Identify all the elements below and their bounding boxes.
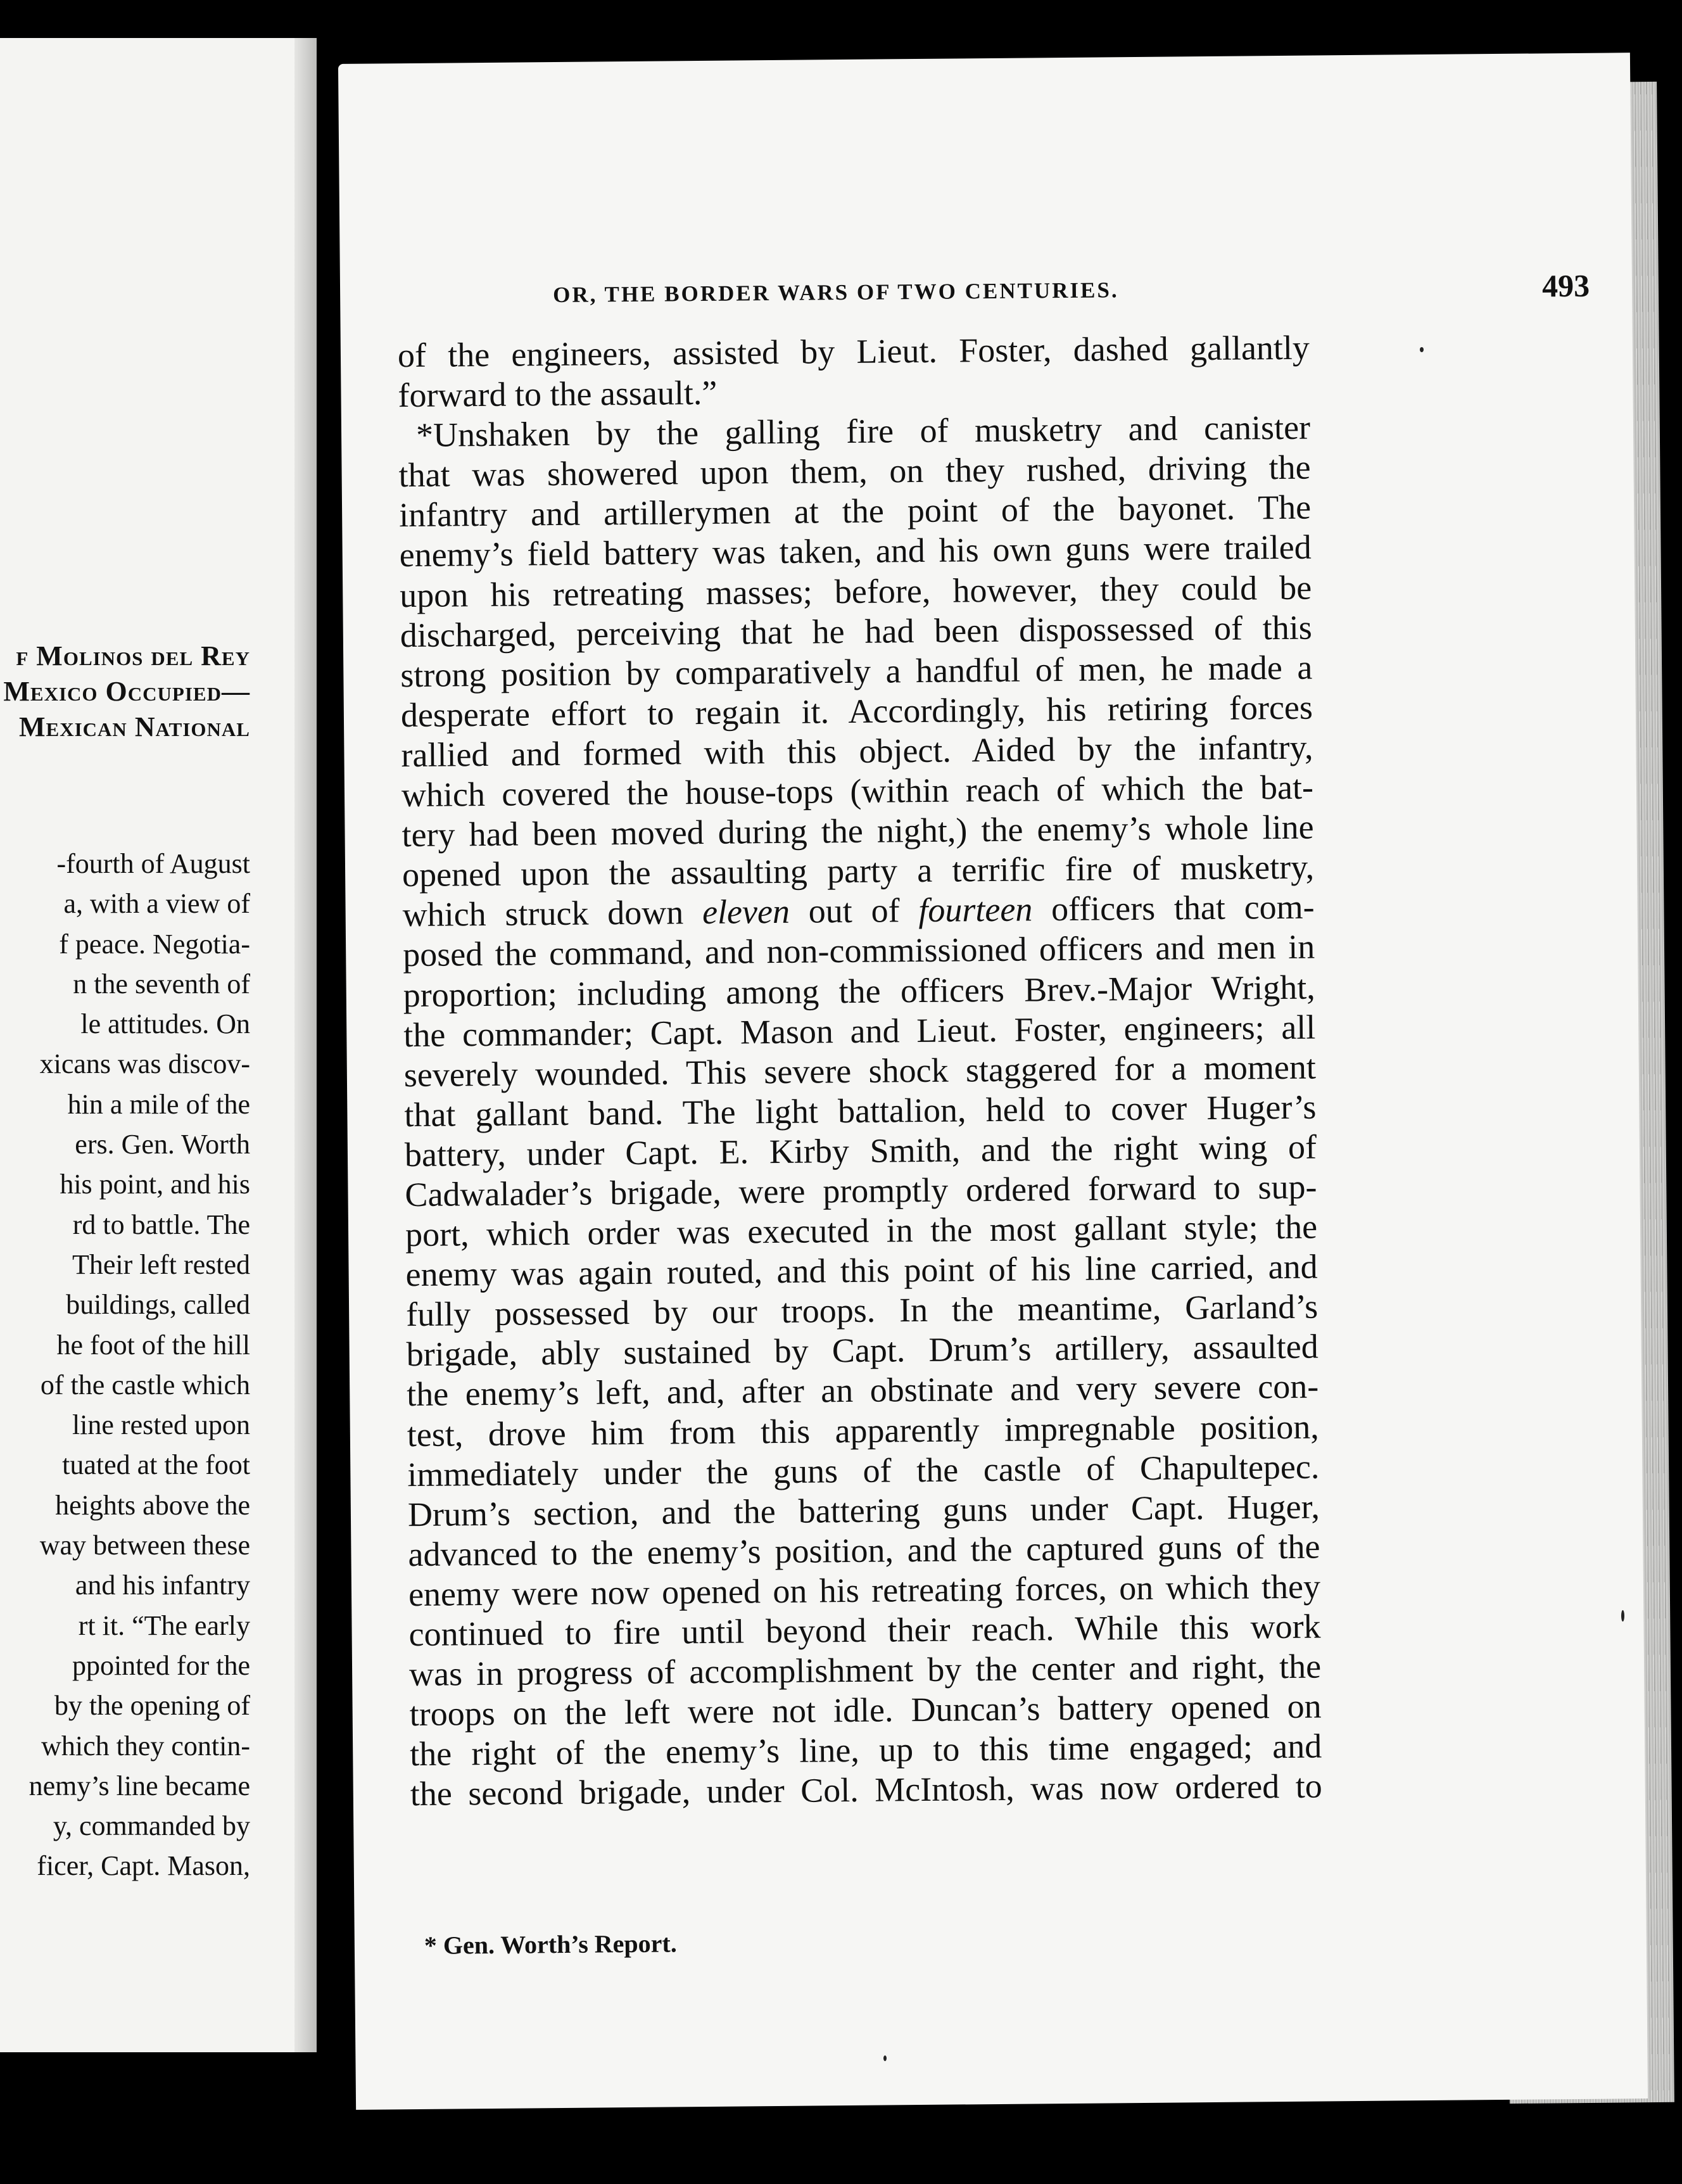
body-line: Cadwalader’s brigade, were promptly ordered forward to sup- — [405, 1167, 1317, 1214]
left-page-chapter-heading — [0, 638, 250, 745]
left-text-line: rt it. “The early — [78, 1609, 250, 1641]
body-line: discharged, perceiving that he had been dispossessed of this — [400, 608, 1313, 654]
body-line: brigade, ably sustained by Capt. Drum’s artillery, assaulted — [406, 1327, 1318, 1374]
body-line: continued to fire until beyond their reach. While this work — [408, 1607, 1321, 1654]
left-text-line: and his infantry — [75, 1570, 250, 1601]
left-text-line: way between these — [39, 1530, 250, 1561]
left-text-line: xicans was discov- — [39, 1048, 250, 1080]
body-line: was in progress of accomplishment by the center and right, the — [408, 1647, 1322, 1694]
left-text-line: his point, and his — [60, 1169, 250, 1200]
body-line: advanced to the enemy’s position, and the captured guns of the — [408, 1527, 1320, 1573]
body-line: tery had been moved during the night,) the enemy’s whole line — [402, 808, 1314, 854]
left-facing-page — [0, 38, 317, 2052]
left-text-line: hin a mile of the — [67, 1088, 250, 1120]
italic-emphasis: fourteen — [918, 890, 1033, 930]
left-text-line: which they contin- — [41, 1730, 250, 1762]
body-line: the enemy’s left, and, after an obstinate and very severe con- — [407, 1367, 1319, 1414]
left-text-line: a, with a view of — [63, 888, 250, 920]
running-header: OR, THE BORDER WARS OF TWO CENTURIES. — [552, 277, 1119, 308]
body-line-segment: which struck down — [402, 893, 703, 934]
left-heading-line: Mexico Occupied— — [3, 676, 250, 707]
italic-emphasis: eleven — [702, 892, 790, 932]
left-page-text — [0, 844, 250, 1886]
left-text-line: f peace. Negotia- — [59, 928, 250, 960]
body-line: forward to the assault.” — [398, 373, 718, 415]
left-text-line: -fourth of August — [56, 848, 250, 879]
body-line: immediately under the guns of the castle of Chapultepec. — [407, 1447, 1320, 1494]
page-number: 493 — [1541, 267, 1590, 304]
left-text-line: le attitudes. On — [80, 1008, 250, 1040]
body-line: infantry and artillerymen at the point of the bayonet. The — [398, 488, 1312, 535]
left-text-line: Their left rested — [72, 1248, 250, 1280]
body-line: which covered the house-tops (within reach of which the bat- — [401, 768, 1314, 815]
main-page — [338, 53, 1648, 2110]
left-text-line: ers. Gen. Worth — [75, 1129, 250, 1160]
left-text-line: rd to battle. The — [72, 1209, 250, 1240]
left-text-line: by the opening of — [54, 1690, 250, 1722]
left-text-line: he foot of the hill — [56, 1329, 250, 1361]
body-line: desperate effort to regain it. Accordingly, his retiring forces — [400, 688, 1313, 734]
left-text-line: line rested upon — [72, 1409, 250, 1441]
body-line: severely wounded. This severe shock staggered for a moment — [403, 1048, 1317, 1094]
body-line: upon his retreating masses; before, however, they could be — [400, 568, 1312, 614]
left-text-line: of the castle which — [40, 1369, 250, 1400]
body-line-segment: officers that com- — [1032, 887, 1315, 929]
body-line: troops on the left were not idle. Duncan’s battery opened on — [409, 1687, 1322, 1734]
body-line: that gallant band. The light battalion, held to cover Huger’s — [404, 1088, 1317, 1134]
left-text-line: heights above the — [55, 1489, 250, 1521]
left-text-line: y, commanded by — [53, 1810, 250, 1842]
body-line: the second brigade, under Col. McIntosh, was now ordered to — [410, 1767, 1322, 1813]
body-line: *Unshaken by the galling fire of musketry and canister — [415, 408, 1311, 455]
left-text-line: tuated at the foot — [62, 1449, 250, 1481]
left-text-line: ficer, Capt. Mason, — [37, 1850, 250, 1882]
body-line: port, which order was executed in the most gallant style; the — [405, 1207, 1318, 1254]
left-page-gutter — [294, 38, 317, 2052]
left-text-line: ppointed for the — [72, 1649, 250, 1681]
body-line: of the engineers, assisted by Lieut. Foster, dashed gallantly — [397, 328, 1310, 375]
body-line: enemy’s field battery was taken, and his own guns were trailed — [399, 528, 1312, 575]
body-line: enemy were now opened on his retreating forces, on which they — [408, 1567, 1321, 1613]
body-line-segment: out of — [789, 891, 919, 931]
body-line: rallied and formed with this object. Aided by the infantry, — [401, 728, 1313, 775]
body-line: strong position by comparatively a handful of men, he made a — [400, 648, 1313, 694]
footnote: * Gen. Worth’s Report. — [424, 1929, 677, 1960]
left-text-line: buildings, called — [66, 1289, 250, 1321]
left-text-line: nemy’s line became — [28, 1770, 250, 1801]
body-line: battery, under Capt. E. Kirby Smith, and the right wing of — [404, 1127, 1317, 1174]
body-line: the commander; Capt. Mason and Lieut. Foster, engineers; all — [403, 1008, 1316, 1054]
body-line: enemy was again routed, and this point of his line carried, and — [405, 1247, 1318, 1294]
body-line: that was showered upon them, on they rushed, driving the — [398, 448, 1311, 495]
left-heading-line: Mexican National — [19, 711, 250, 742]
body-line: fully possessed by our troops. In the meantime, Garland’s — [405, 1287, 1318, 1334]
body-line: opened upon the assaulting party a terrific fire of musketry, — [402, 848, 1315, 894]
body-line: test, drove him from this apparently impregnable position, — [407, 1407, 1320, 1454]
body-line: proportion; including among the officers Brev.-Major Wright, — [403, 968, 1315, 1014]
left-text-line: n the seventh of — [73, 968, 250, 1000]
body-line: Drum’s section, and the battering guns under Capt. Huger, — [407, 1487, 1320, 1533]
left-heading-line: f Molinos del Rey — [16, 640, 250, 671]
body-text — [398, 328, 1322, 1815]
body-line: the right of the enemy’s line, up to this time engaged; and — [409, 1727, 1322, 1774]
body-line: posed the command, and non-commissioned officers and men in — [402, 927, 1315, 974]
